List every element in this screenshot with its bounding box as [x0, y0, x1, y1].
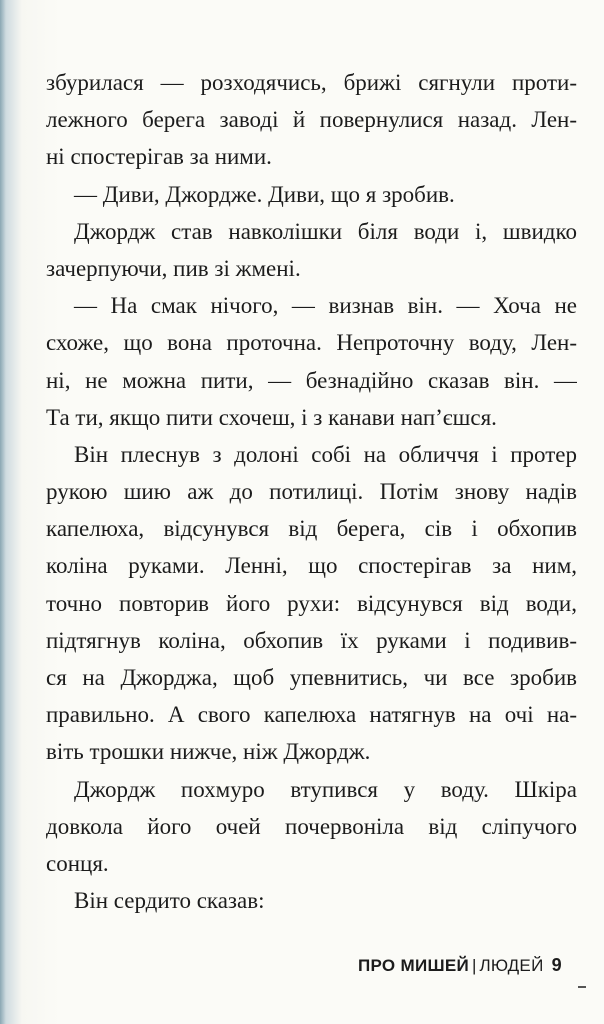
text-line: капелюха, відсунувся від берега, сів і обхопив [46, 516, 577, 542]
footer-mark [578, 986, 586, 988]
text-line: зачерпуючи, пив зі жмені. [46, 255, 301, 281]
text-line: — На смак нічого, — визнав він. — Хоча не [74, 293, 577, 319]
text-line: Та ти, якщо пити схочеш, і з канави нап’єшся. [46, 404, 497, 430]
text-line: Джордж став навколішки біля води і, швидко [74, 218, 577, 244]
text-line: довкола його очей почервоніла від сліпучого [46, 813, 577, 839]
text-line: ні, не можна пити, — безнадійно сказав він. — [46, 367, 577, 393]
text-line: ні спостерігав за ними. [46, 144, 272, 170]
text-line: схоже, що вона проточна. Непроточну воду, Лен- [46, 330, 577, 356]
running-footer [358, 955, 562, 976]
text-line: збурилася — розходячись, брижі сягнули проти- [46, 70, 577, 95]
text-line: рукою шию аж до потилиці. Потім знову надів [46, 479, 577, 505]
text-line: коліна руками. Ленні, що спостерігав за ним, [46, 553, 577, 579]
text-line: підтягнув коліна, обхопив їх руками і подивив- [46, 627, 577, 653]
book-title: ПРО МИШЕЙ [358, 956, 470, 975]
text-line: точно повторив його рухи: відсунувся від води, [46, 590, 577, 616]
text-line: Він сердито сказав: [74, 888, 265, 914]
text-line: правильно. А свого капелюха натягнув на очі на- [46, 702, 577, 728]
text-line: Джордж похмуро втупився у воду. Шкіра [74, 776, 577, 802]
text-line: ся на Джорджа, щоб упевнитись, чи все зробив [46, 665, 577, 690]
book-subtitle: ЛЮДЕЙ [479, 956, 544, 975]
text-line: — Диви, Джордже. Диви, що я зробив. [74, 181, 455, 207]
body-text [46, 64, 577, 919]
text-line: віть трошки нижче, ніж Джордж. [46, 739, 371, 765]
text-line: Він плеснув з долоні собі на обличчя і протер [74, 441, 577, 467]
text-line: лежного берега заводі й повернулися назад. Лен- [46, 107, 577, 133]
page-number: 9 [551, 955, 562, 975]
footer-separator: | [472, 956, 477, 975]
text-line: сонця. [46, 850, 109, 876]
